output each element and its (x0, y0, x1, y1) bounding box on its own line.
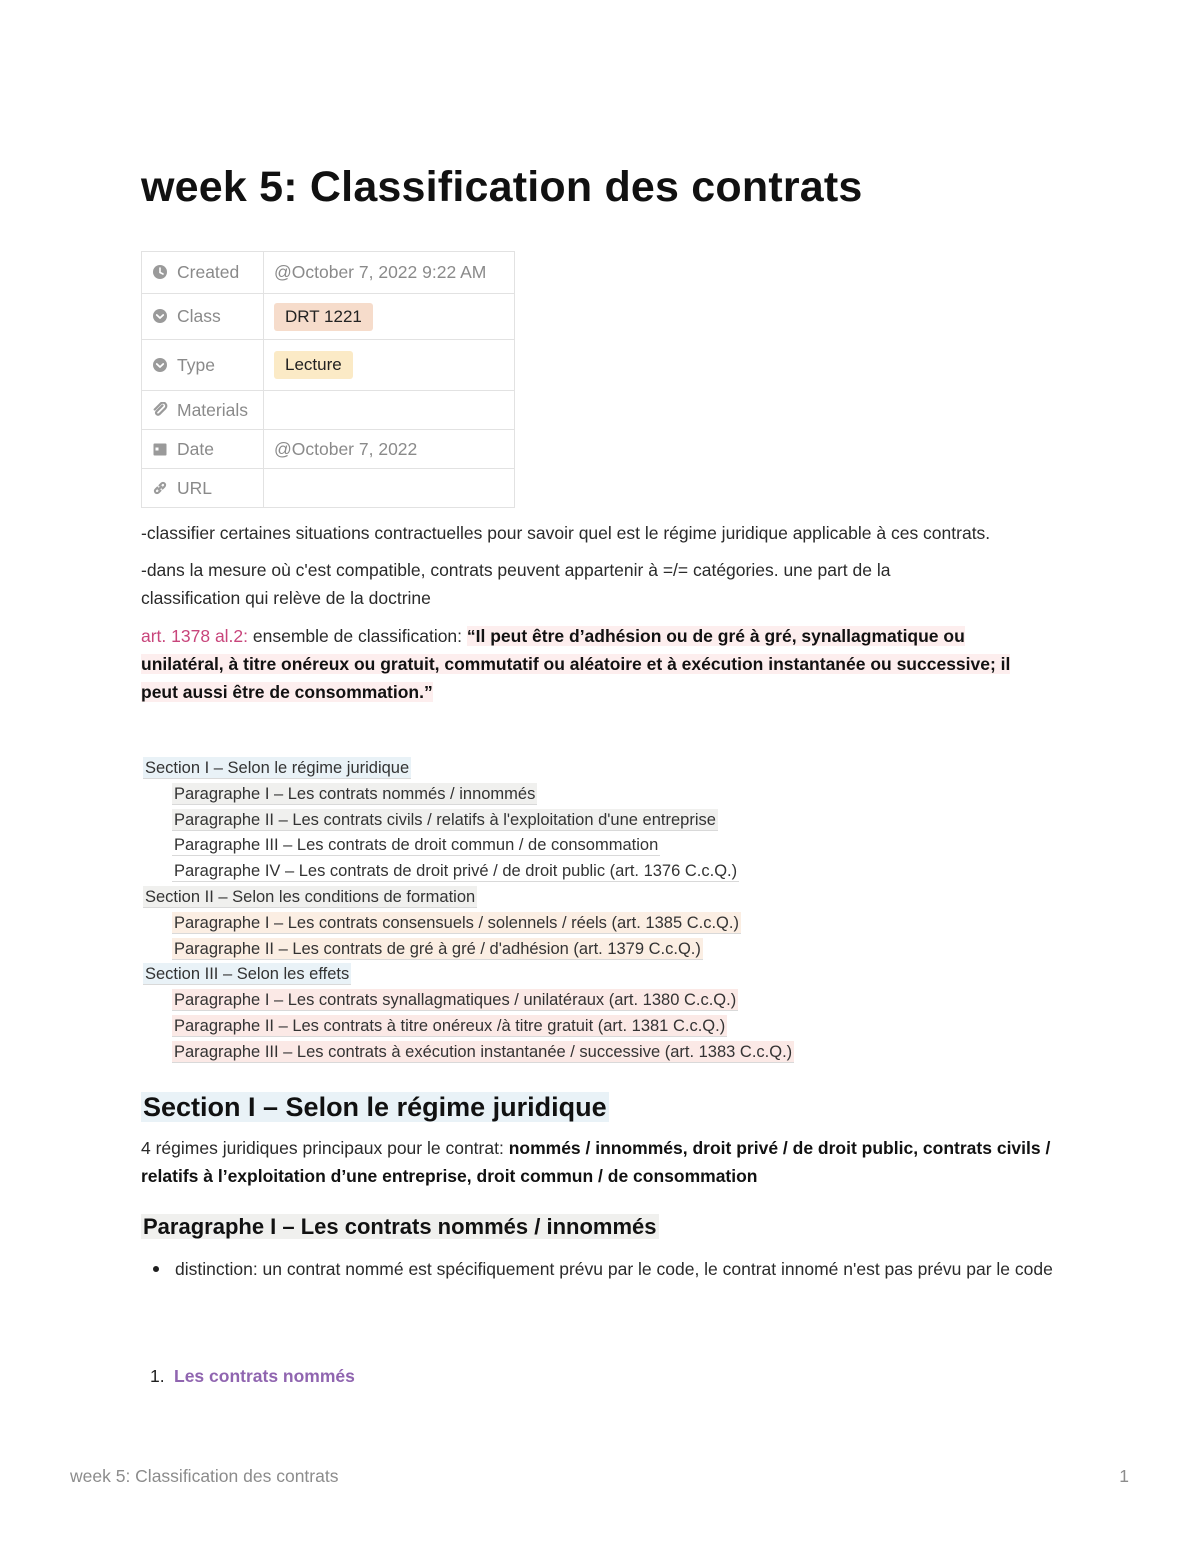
article-quote-paragraph (141, 622, 1046, 706)
toc-item[interactable]: Paragraphe III – Les contrats de droit commun / de consommation (174, 836, 659, 855)
page-number: 1 (1119, 1466, 1129, 1486)
page-title: week 5: Classification des contrats (141, 163, 863, 211)
toc-item[interactable]: Section II – Selon les conditions de formation (145, 887, 476, 906)
property-key-cell (142, 430, 264, 469)
list-label: Les contrats nommés (174, 1366, 355, 1386)
property-row-url (142, 469, 515, 508)
toc-item[interactable]: Paragraphe IV – Les contrats de droit privé / de droit public (art. 1376 C.c.Q.) (174, 862, 738, 881)
toc-item[interactable]: Paragraphe I – Les contrats consensuels / solennels / réels (art. 1385 C.c.Q.) (174, 913, 739, 932)
property-key: Created (177, 262, 240, 282)
property-row-class (142, 294, 515, 340)
toc-item[interactable]: Paragraphe I – Les contrats synallagmatiques / unilatéraux (art. 1380 C.c.Q.) (174, 991, 737, 1010)
bullet-list-item (141, 1255, 1061, 1283)
property-value-cell (264, 340, 515, 391)
toc-item[interactable]: Paragraphe II – Les contrats à titre onéreux /à titre gratuit (art. 1381 C.c.Q.) (174, 1016, 726, 1035)
section-heading: Section I – Selon le régime juridique (143, 1092, 607, 1122)
property-key: Type (177, 354, 215, 375)
footer-title: week 5: Classification des contrats (70, 1466, 339, 1486)
bullet-text: distinction: un contrat nommé est spécifiquement prévu par le code, le contrat innomé n'est pas prévu par le code (175, 1259, 1053, 1279)
toc-item[interactable]: Paragraphe III – Les contrats à exécution instantanée / successive (art. 1383 C.c.Q.) (174, 1042, 793, 1061)
type-tag[interactable]: Lecture (274, 351, 353, 379)
property-value-created: @October 7, 2022 9:22 AM (264, 252, 515, 294)
section-paragraph (141, 1134, 1061, 1190)
property-value-url (264, 469, 515, 508)
property-value-date: @October 7, 2022 (264, 430, 515, 469)
property-key: URL (177, 477, 213, 498)
clock-icon (152, 264, 168, 280)
property-key-cell (142, 340, 264, 391)
bullet-dot (153, 1266, 159, 1272)
ordered-list-item (150, 1362, 355, 1390)
table-of-contents (143, 756, 794, 1066)
toc-item[interactable]: Section III – Selon les effets (145, 965, 350, 984)
property-row-date (142, 430, 515, 469)
property-key: Class (177, 306, 221, 326)
article-reference: art. 1378 al.2: (141, 626, 249, 646)
calendar-icon (152, 441, 168, 457)
toc-item[interactable]: Paragraphe II – Les contrats civils / relatifs à l'exploitation d'une entreprise (174, 810, 716, 829)
list-number: 1. (150, 1366, 165, 1386)
toc-item[interactable]: Section I – Selon le régime juridique (145, 759, 410, 777)
section-bold: nommés / innommés, droit privé / de droit public, contrats civils / relatifs à l’exploitation d’une entreprise, droit commun / de consommation (141, 1138, 1051, 1186)
toc-item[interactable]: Paragraphe I – Les contrats nommés / innommés (174, 784, 536, 803)
property-row-created (142, 252, 515, 294)
property-key: Date (177, 438, 214, 459)
property-key-cell (142, 252, 264, 294)
property-key-cell (142, 294, 264, 340)
property-key-cell (142, 391, 264, 430)
property-value-materials (264, 391, 515, 430)
property-key: Materials (177, 399, 248, 420)
property-row-materials (142, 391, 515, 430)
article-quote: “Il peut être d’adhésion ou de gré à gré, synallagmatique ou unilatéral, à titre onéreux ou gratuit, commutatif ou aléatoire et à exécution instantanée ou successive; il peut aussi être de consommation.” (141, 626, 1011, 702)
property-key-cell (142, 469, 264, 508)
paragraph: -classifier certaines situations contractuelles pour savoir quel est le régime juridique applicable à ces contrats. (141, 523, 991, 543)
toc-item[interactable]: Paragraphe II – Les contrats de gré à gré / d'adhésion (art. 1379 C.c.Q.) (174, 939, 701, 958)
property-row-type (142, 340, 515, 391)
article-intro: ensemble de classification: (248, 626, 467, 646)
select-icon (152, 308, 168, 324)
class-tag[interactable]: DRT 1221 (274, 303, 373, 331)
select-icon (152, 357, 168, 373)
section-intro: 4 régimes juridiques principaux pour le contrat: (141, 1138, 509, 1158)
paragraph: -dans la mesure où c'est compatible, contrats peuvent appartenir à =/= catégories. une part de la classification qui relève de la doctrine (141, 560, 891, 608)
paperclip-icon (152, 402, 168, 418)
properties-table (141, 251, 515, 508)
link-icon (152, 480, 168, 496)
paragraph-heading: Paragraphe I – Les contrats nommés / innommés (143, 1214, 657, 1239)
property-value-cell (264, 294, 515, 340)
